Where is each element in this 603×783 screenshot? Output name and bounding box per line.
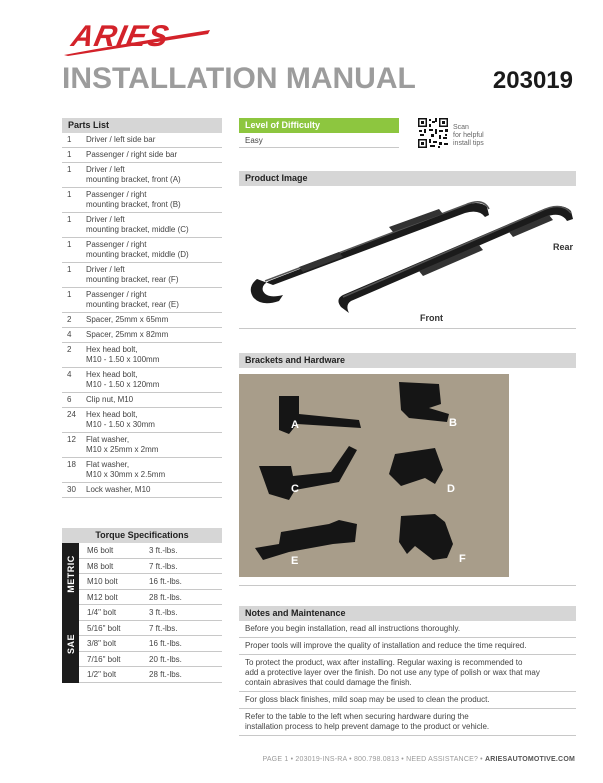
torque-row [79,559,222,575]
torque-bolt: 1/2" bolt [87,670,117,679]
parts-qty: 2 [67,315,72,324]
footer-text: PAGE 1 • 203019-INS-RA • 800.798.0813 • NEED ASSISTANCE? • [262,756,485,763]
note-line: Refer to the table to the left when securing hardware during the [245,712,469,721]
parts-desc [86,148,222,162]
parts-desc [86,313,222,327]
parts-desc [86,188,222,212]
parts-row [62,483,222,498]
parts-row [62,408,222,433]
parts-qty: 4 [67,370,72,379]
sae-label: SAE [65,633,76,654]
torque-table [62,528,222,683]
difficulty-value: Easy [239,133,399,148]
parts-qty: 18 [67,460,76,469]
product-image-section [239,171,576,186]
difficulty-heading: Level of Difficulty [239,118,399,133]
torque-row [79,543,222,559]
note-item [239,638,576,655]
parts-row [62,393,222,408]
parts-qty: 1 [67,165,72,174]
parts-desc [86,238,222,262]
brand-logo [62,22,212,56]
parts-row [62,163,222,188]
side-bars-image [239,187,576,329]
parts-row [62,343,222,368]
parts-desc-line: Flat washer, [86,460,130,469]
torque-bolt: M10 bolt [87,577,118,586]
parts-desc-line: M10 - 1.50 x 30mm [86,420,155,429]
torque-row [79,636,222,652]
parts-desc [86,163,222,187]
parts-desc-line: mounting bracket, front (B) [86,200,181,209]
torque-value: 28 ft.-lbs. [149,592,182,602]
parts-list-heading: Parts List [62,118,222,133]
qr-code-icon[interactable] [417,117,449,149]
parts-desc [86,368,222,392]
parts-desc-line: Hex head bolt, [86,345,138,354]
part-number: 203019 [492,67,573,94]
parts-desc [86,288,222,312]
torque-value: 3 ft.-lbs. [149,608,178,617]
parts-qty: 1 [67,150,72,159]
parts-row [62,188,222,213]
note-item [239,655,576,692]
torque-row [79,574,222,590]
parts-qty: 2 [67,345,72,354]
brackets-heading: Brackets and Hardware [239,353,576,368]
torque-row [79,652,222,668]
parts-qty: 1 [67,190,72,199]
parts-desc-line: mounting bracket, rear (E) [86,300,179,309]
page-footer [262,756,575,763]
parts-desc [86,328,222,342]
metric-label: METRIC [65,555,76,593]
torque-row [79,621,222,637]
torque-row [79,667,222,683]
parts-qty: 24 [67,410,76,419]
parts-desc-line: Spacer, 25mm x 65mm [86,315,169,324]
parts-qty: 6 [67,395,72,404]
brackets-hardware-image [239,374,509,577]
note-line: add a protective layer over the finish. Do not use any type of polish or wax that may [245,668,540,677]
parts-qty: 12 [67,435,76,444]
brand-name: ARIES [68,20,173,53]
parts-row [62,433,222,458]
torque-value: 16 ft.-lbs. [149,577,182,586]
torque-value: 7 ft.-lbs. [149,623,178,633]
parts-row [62,213,222,238]
note-line: To protect the product, wax after installing. Regular waxing is recommended to [245,658,523,667]
parts-desc-line: Passenger / right [86,240,147,249]
parts-desc-line: Passenger / right [86,290,147,299]
parts-desc-line: Driver / left side bar [86,135,156,144]
parts-row [62,313,222,328]
parts-desc-line: mounting bracket, front (A) [86,175,181,184]
parts-qty: 1 [67,215,72,224]
parts-desc-line: Passenger / right side bar [86,150,178,159]
parts-desc [86,483,222,497]
torque-value: 16 ft.-lbs. [149,639,182,648]
parts-qty: 1 [67,240,72,249]
note-line: Before you begin installation, read all instructions thoroughly. [245,624,461,633]
bracket-label-b: B [449,417,457,429]
parts-desc-line: Driver / left [86,215,125,224]
parts-qty: 1 [67,290,72,299]
torque-bolt: M6 bolt [87,546,114,555]
note-item [239,621,576,638]
torque-bolt: 3/8" bolt [87,639,117,648]
parts-row [62,238,222,263]
parts-qty: 30 [67,485,76,494]
parts-desc-line: mounting bracket, middle (D) [86,250,189,259]
parts-desc-line: mounting bracket, rear (F) [86,275,179,284]
parts-row [62,458,222,483]
torque-value: 28 ft.-lbs. [149,670,182,679]
torque-sae-group [62,605,222,683]
parts-desc [86,133,222,147]
parts-desc-line: Passenger / right [86,190,147,199]
torque-heading: Torque Specifications [62,528,222,543]
parts-desc-line: M10 - 1.50 x 100mm [86,355,160,364]
parts-desc-line: M10 x 25mm x 2mm [86,445,159,454]
torque-value: 7 ft.-lbs. [149,561,178,571]
parts-desc [86,458,222,482]
parts-desc-line: Flat washer, [86,435,130,444]
parts-row [62,288,222,313]
rear-label: Rear [553,242,574,252]
parts-desc [86,263,222,287]
note-item [239,692,576,709]
bracket-label-a: A [291,419,299,431]
torque-bolt: 7/16" bolt [87,654,121,664]
parts-desc-line: Lock washer, M10 [86,485,151,494]
parts-desc [86,408,222,432]
bracket-label-e: E [291,555,299,567]
torque-bolt: M12 bolt [87,592,118,602]
parts-desc-line: M10 - 1.50 x 120mm [86,380,160,389]
note-line: installation process to help prevent damage to the product or vehicle. [245,722,490,731]
brackets-section [239,353,576,368]
parts-qty: 4 [67,330,72,339]
torque-row [79,590,222,606]
parts-desc-line: Clip nut, M10 [86,395,134,404]
bracket-label-f: F [459,553,466,565]
note-line: Proper tools will improve the quality of installation and reduce the time required. [245,641,527,650]
parts-desc [86,213,222,237]
front-label: Front [420,313,443,323]
parts-list [62,118,222,498]
parts-row [62,263,222,288]
parts-desc-line: Spacer, 25mm x 82mm [86,330,169,339]
note-item [239,709,576,736]
parts-desc-line: Hex head bolt, [86,410,138,419]
brackets-photo [239,374,509,577]
parts-row [62,328,222,343]
page-title: INSTALLATION MANUAL [62,62,416,95]
torque-bolt: M8 bolt [87,561,114,571]
parts-desc-line: mounting bracket, middle (C) [86,225,189,234]
torque-value: 20 ft.-lbs. [149,654,182,664]
notes-heading: Notes and Maintenance [239,606,576,621]
parts-desc [86,433,222,457]
parts-desc [86,393,222,407]
torque-bolt: 5/16" bolt [87,623,121,633]
torque-row [79,605,222,621]
bracket-label-c: C [291,483,299,495]
product-image-area [239,187,576,329]
bracket-d [389,448,443,486]
parts-desc-line: Driver / left [86,165,125,174]
parts-row [62,148,222,163]
parts-qty: 1 [67,265,72,274]
parts-desc [86,343,222,367]
notes-section [239,606,576,736]
brackets-divider [239,585,576,586]
parts-desc-line: M10 x 30mm x 2.5mm [86,470,166,479]
torque-metric-group [62,543,222,605]
note-line: contain abrasives that could damage the finish. [245,678,412,687]
product-image-heading: Product Image [239,171,576,186]
parts-row [62,368,222,393]
qr-caption: Scan for helpful install tips [453,124,484,147]
parts-desc-line: Hex head bolt, [86,370,138,379]
difficulty-box [239,118,399,148]
footer-website-link[interactable]: ARIESAUTOMOTIVE.COM [484,756,575,763]
torque-value: 3 ft.-lbs. [149,546,178,555]
parts-desc-line: Driver / left [86,265,125,274]
parts-row [62,133,222,148]
bracket-label-d: D [447,483,455,495]
parts-qty: 1 [67,135,72,144]
torque-bolt: 1/4" bolt [87,608,117,617]
note-line: For gloss black finishes, mild soap may be used to clean the product. [245,695,490,704]
